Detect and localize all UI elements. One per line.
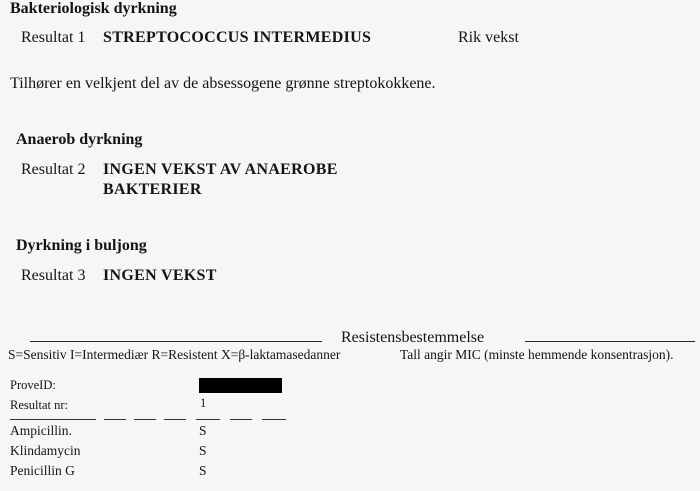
dash-separator [230,419,252,420]
dash-separator [262,419,286,420]
resultat-nr-label: Resultat nr: [10,398,68,412]
result-2-value-line1: INGEN VEKST AV ANAEROBE [103,161,338,178]
resistens-title: Resistensbestemmelse [341,329,485,346]
proveid-label: ProveID: [10,378,56,392]
dash-separator [104,419,126,420]
result-1-label: Resultat 1 [21,29,86,46]
dash-separator [134,419,156,420]
drug-result: S [199,463,207,478]
result-1-value: STREPTOCOCCUS INTERMEDIUS [103,29,372,46]
drug-name: Penicillin G [10,463,75,478]
result-2-value-line2: BAKTERIER [103,181,202,198]
resistens-legend: S=Sensitiv I=Intermediær R=Resistent X=β-laktamasedanner [8,347,341,362]
redacted-proveid [199,378,282,393]
result-2-label: Resultat 2 [21,161,86,178]
result-3-value: INGEN VEKST [103,267,217,284]
section-heading-bakteriologisk: Bakteriologisk dyrkning [10,0,177,17]
mic-note: Tall angir MIC (minste hemmende konsentrasjon). [400,347,674,362]
dash-separator [10,419,96,420]
drug-result: S [199,423,207,438]
section-heading-anaerob: Anaerob dyrkning [16,131,143,148]
title-rule-left [30,341,322,342]
dash-separator [164,419,186,420]
drug-name: Klindamycin [10,443,81,458]
drug-name: Ampicillin. [10,423,72,438]
drug-result: S [199,443,207,458]
result-1-growth: Rik vekst [458,29,519,46]
title-rule-right [525,341,695,342]
resultat-nr-value: 1 [200,396,207,410]
section-heading-buljong: Dyrkning i buljong [16,237,147,254]
result-1-note: Tilhører en velkjent del av de absessogene grønne streptokokkene. [10,75,436,92]
result-3-label: Resultat 3 [21,267,86,284]
dash-separator [196,419,220,420]
